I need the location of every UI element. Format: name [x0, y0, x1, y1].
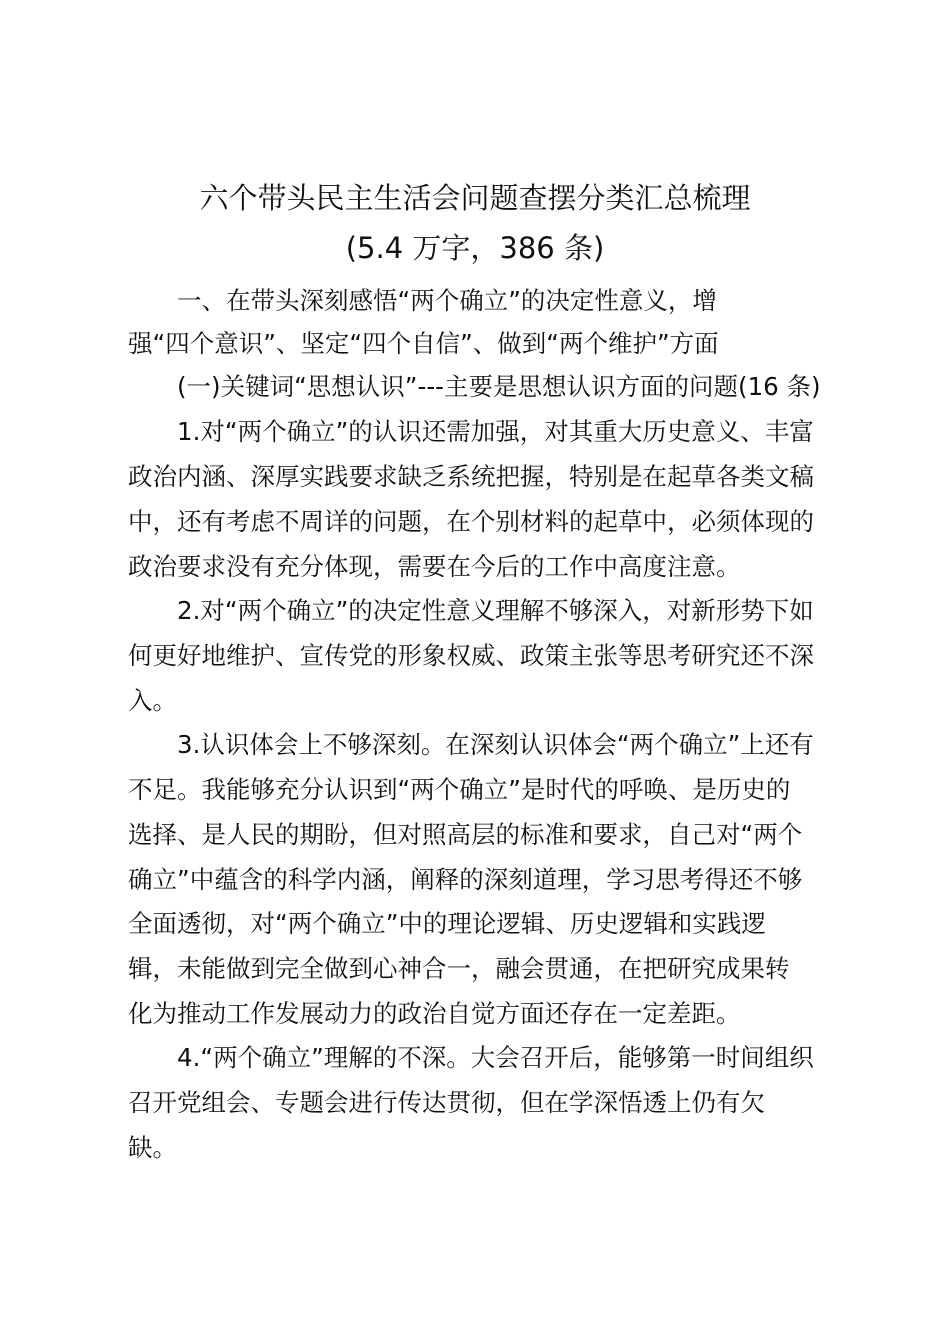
document-title: 六个带头民主生活会问题查摆分类汇总梳理 — [199, 181, 751, 215]
subsection-heading: (一)关键词“思想认识”---主要是思想认识方面的问题(16 条) — [177, 372, 821, 401]
paragraph-line: 入。 — [128, 686, 177, 715]
paragraph-line: 确立”中蕴含的科学内涵，阐释的深刻道理，学习思考得还不够 — [128, 865, 803, 894]
paragraph-line: 3.认识体会上不够深刻。在深刻认识体会“两个确立”上还有 — [177, 730, 814, 759]
section-heading-line: 一、在带头深刻感悟“两个确立”的决定性意义，增 — [177, 286, 717, 315]
paragraph-line: 1.对“两个确立”的认识还需加强，对其重大历史意义、丰富 — [177, 417, 814, 446]
paragraph-line: 4.“两个确立”理解的不深。大会召开后，能够第一时间组织 — [177, 1043, 814, 1072]
paragraph-line: 选择、是人民的期盼，但对照高层的标准和要求，自己对“两个 — [128, 820, 803, 849]
paragraph-line: 政治要求没有充分体现，需要在今后的工作中高度注意。 — [128, 552, 741, 581]
paragraph-line: 政治内涵、深厚实践要求缺乏系统把握，特别是在起草各类文稿 — [128, 462, 814, 491]
section-heading-line: 强“四个意识”、坚定“四个自信”、做到“两个维护”方面 — [128, 329, 719, 358]
paragraph-line: 辑，未能做到完全做到心神合一，融会贯通，在把研究成果转 — [128, 954, 790, 983]
paragraph-line: 2.对“两个确立”的决定性意义理解不够深入，对新形势下如 — [177, 596, 814, 625]
paragraph-line: 化为推动工作发展动力的政治自觉方面还存在一定差距。 — [128, 999, 741, 1028]
paragraph-line: 何更好地维护、宣传党的形象权威、政策主张等思考研究还不深 — [128, 641, 814, 670]
paragraph-line: 缺。 — [128, 1133, 177, 1162]
paragraph-line: 不足。我能够充分认识到“两个确立”是时代的呼唤、是历史的 — [128, 775, 791, 804]
document-subtitle: (5.4 万字，386 条) — [345, 231, 605, 265]
paragraph-line: 中，还有考虑不周详的问题，在个别材料的起草中，必须体现的 — [128, 507, 814, 536]
paragraph-line: 全面透彻，对“两个确立”中的理论逻辑、历史逻辑和实践逻 — [128, 909, 766, 938]
paragraph-line: 召开党组会、专题会进行传达贯彻，但在学深悟透上仍有欠 — [128, 1088, 765, 1117]
